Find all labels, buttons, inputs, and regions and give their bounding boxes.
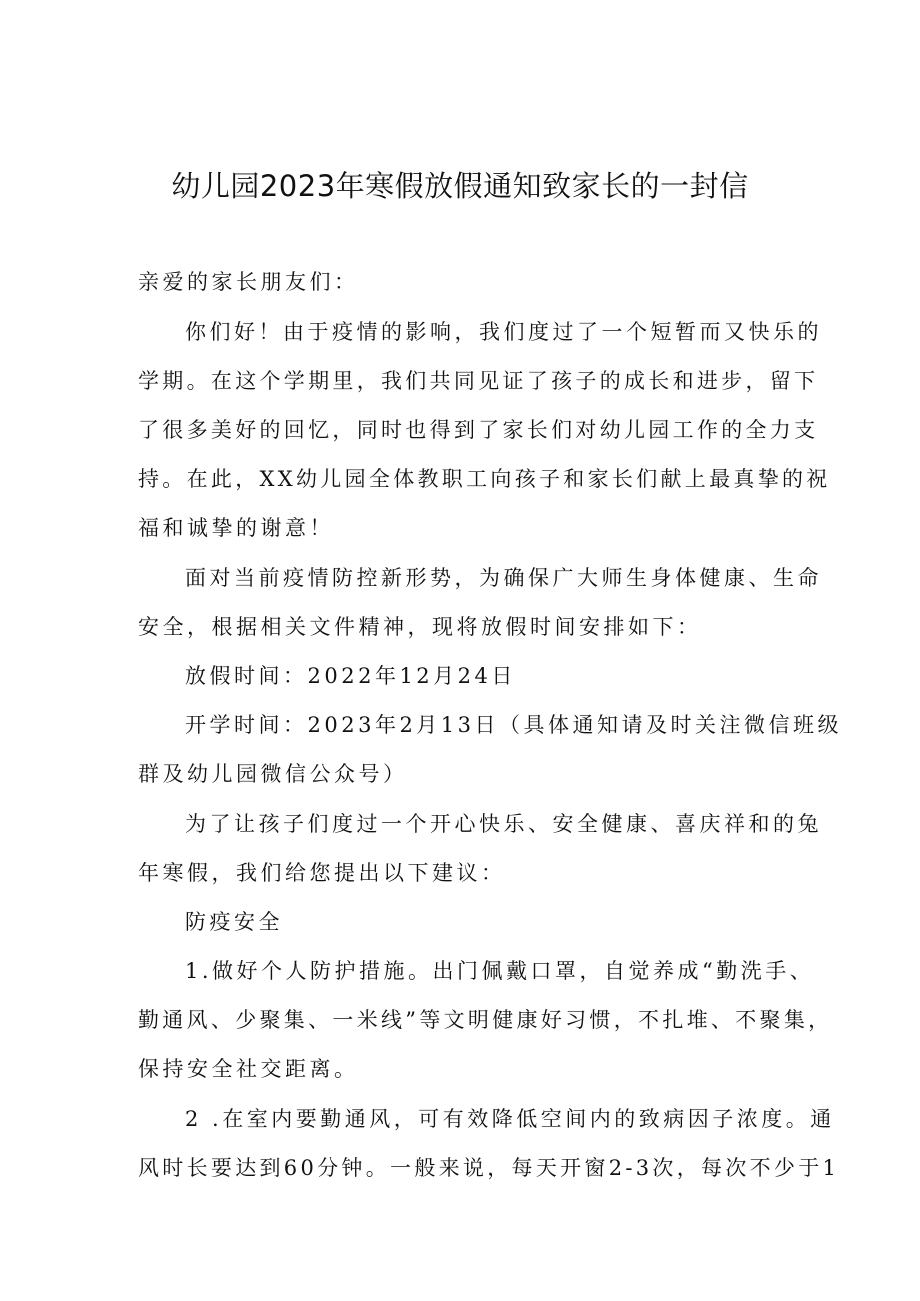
paragraph-line: 了很多美好的回忆，同时也得到了家长们对幼儿园工作的全力支 — [138, 418, 819, 442]
list-item-line: 保持安全社交距离。 — [138, 1057, 359, 1081]
list-item-line: 2 .在室内要勤通风，可有效降低空间内的致病因子浓度。通 — [185, 1107, 835, 1131]
paragraph-line: 福和诚挚的谢意！ — [138, 516, 334, 540]
list-item-line: 勤通风、少聚集、一米线”等文明健康好习惯，不扎堆、不聚集， — [138, 1008, 833, 1032]
document-title: 幼儿园2023年寒假放假通知致家长的一封信 — [171, 169, 749, 203]
paragraph-line: 安全，根据相关文件精神，现将放假时间安排如下： — [138, 615, 702, 639]
paragraph-line: 持。在此，XX幼儿园全体教职工向孩子和家长们献上最真挚的祝 — [138, 467, 831, 491]
paragraph-line: 群及幼儿园微信公众号） — [138, 762, 408, 786]
greeting: 亲爱的家长朋友们： — [138, 270, 359, 294]
section-heading: 防疫安全 — [185, 910, 283, 934]
paragraph-line: 年寒假，我们给您提出以下建议： — [138, 861, 506, 885]
list-item-line: 1.做好个人防护措施。出门佩戴口罩，自觉养成“勤洗手、 — [185, 959, 815, 983]
list-item-line: 风时长要达到60分钟。一般来说，每天开窗2-3次，每次不少于1 — [138, 1156, 840, 1180]
paragraph-line: 面对当前疫情防控新形势，为确保广大师生身体健康、生命 — [185, 566, 822, 590]
paragraph-line: 为了让孩子们度过一个开心快乐、安全健康、喜庆祥和的兔 — [185, 812, 822, 836]
school-start-line: 开学时间：2023年2月13日（具体通知请及时关注微信班级 — [185, 713, 843, 737]
holiday-start-line: 放假时间：2022年12月24日 — [185, 664, 516, 688]
paragraph-line: 学期。在这个学期里，我们共同见证了孩子的成长和进步，留下 — [138, 369, 819, 393]
paragraph-line: 你们好！由于疫情的影响，我们度过了一个短暂而又快乐的 — [185, 320, 822, 344]
